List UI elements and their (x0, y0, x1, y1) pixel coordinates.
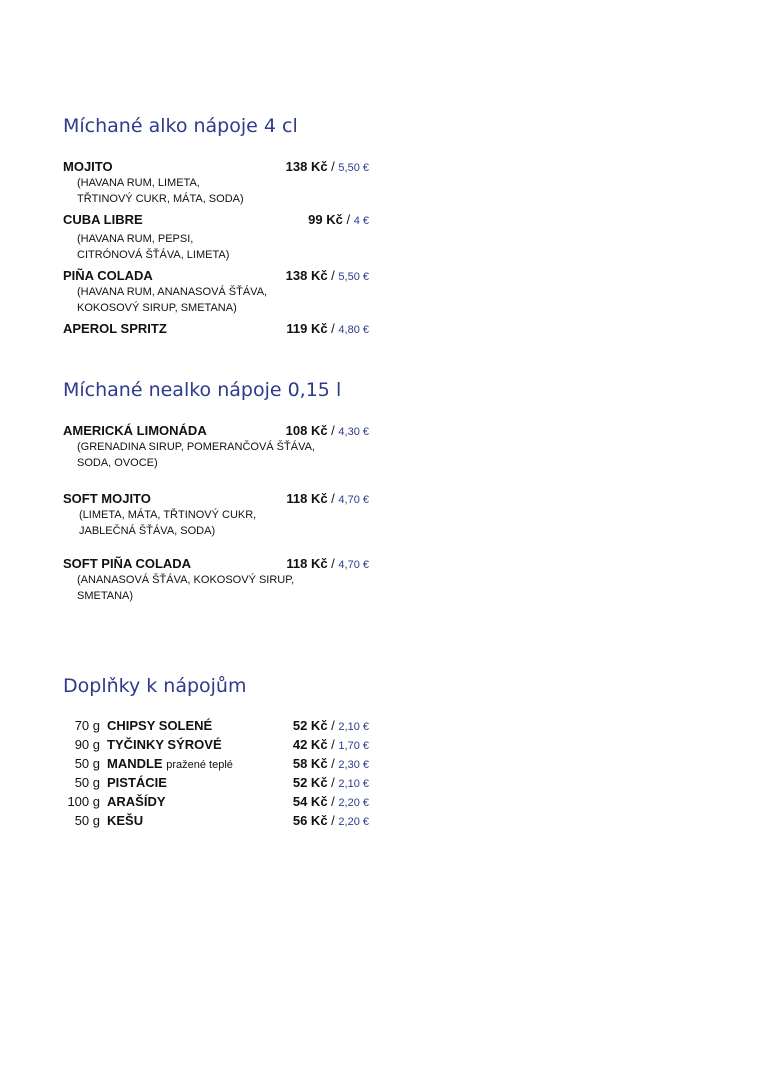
item-quantity: 50 g (74, 775, 100, 790)
item-price: 99 Kč / 4 € (308, 212, 369, 227)
item-price: 58 Kč / 2,30 € (292, 756, 369, 771)
item-description: (HAVANA RUM, LIMETA, TŘTINOVÝ CUKR, MÁTA, SODA) (77, 177, 244, 205)
item-name: AMERICKÁ LIMONÁDA (63, 423, 207, 438)
item-description: (HAVANA RUM, PEPSI, CITRÓNOVÁ ŠŤÁVA, LIMETA) (77, 233, 230, 261)
item-price: 118 Kč / 4,70 € (286, 556, 369, 571)
item-name: ARAŠÍDY (107, 794, 166, 809)
item-price: 138 Kč / 5,50 € (285, 268, 369, 283)
section-title-alko: Míchané alko nápoje 4 cl (63, 115, 298, 137)
item-price: 119 Kč / 4,80 € (286, 321, 369, 336)
item-name: PISTÁCIE (107, 775, 167, 790)
item-description: (ANANASOVÁ ŠŤÁVA, KOKOSOVÝ SIRUP, SMETANA) (77, 574, 295, 602)
item-price: 138 Kč / 5,50 € (285, 159, 369, 174)
item-name: CUBA LIBRE (63, 212, 143, 227)
item-name: MOJITO (63, 159, 113, 174)
item-quantity: 50 g (74, 756, 100, 771)
section-title-doplnky: Doplňky k nápojům (63, 675, 247, 697)
item-name: APEROL SPRITZ (63, 321, 167, 336)
item-name: SOFT PIÑA COLADA (63, 556, 192, 571)
item-price: 52 Kč / 2,10 € (292, 775, 369, 790)
item-name: TYČINKY SÝROVÉ (107, 737, 222, 752)
item-name: KEŠU (107, 813, 144, 828)
item-price: 42 Kč / 1,70 € (292, 737, 369, 752)
item-name: PIÑA COLADA (63, 268, 153, 283)
item-price: 56 Kč / 2,20 € (292, 813, 369, 828)
item-quantity: 90 g (74, 737, 100, 752)
section-title-nealko: Míchané nealko nápoje 0,15 l (63, 379, 342, 401)
item-quantity: 50 g (74, 813, 100, 828)
item-price: 54 Kč / 2,20 € (292, 794, 369, 809)
item-name: CHIPSY SOLENÉ (107, 718, 213, 733)
item-price: 52 Kč / 2,10 € (292, 718, 369, 733)
item-quantity: 70 g (74, 718, 100, 733)
item-name: SOFT MOJITO (63, 491, 151, 506)
item-price: 118 Kč / 4,70 € (286, 491, 369, 506)
item-description: (LIMETA, MÁTA, TŘTINOVÝ CUKR, JABLEČNÁ ŠŤÁVA, SODA) (79, 509, 257, 537)
item-description: (HAVANA RUM, ANANASOVÁ ŠŤÁVA, KOKOSOVÝ SIRUP, SMETANA) (77, 286, 268, 314)
item-price: 108 Kč / 4,30 € (285, 423, 369, 438)
item-quantity: 100 g (67, 794, 100, 809)
item-description: (GRENADINA SIRUP, POMERANČOVÁ ŠŤÁVA, SODA, OVOCE) (77, 441, 315, 469)
item-note: pražené teplé (166, 759, 233, 771)
item-name: MANDLE pražené teplé (107, 756, 233, 771)
